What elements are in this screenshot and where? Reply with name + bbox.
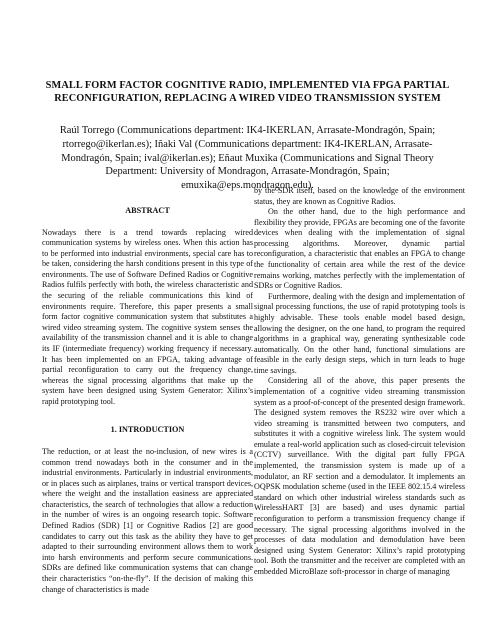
abstract-heading: ABSTRACT: [125, 206, 170, 215]
body-paragraph-continued: by the SDR itself, based on the knowledge of the environment status, they are known as Cognitive Radios.: [254, 186, 465, 206]
abstract-text: Nowadays there is a trend towards replacing wired communication systems by wireless ones. When this action has to be performed into industrial environments, special care has to be taken, considering the harsh conditions present in this type of environments. The use of Software Defined Radios or Cognitive Radios fulfils perfectly with both, the wireless characteristic and the securing of the reliable communications this kind of environments require. Therefore, this paper presents a small form factor cognitive communication system that substitutes a wired video streaming system. The cognitive system senses the availability of the transmission channel and it is able to change its IF (intermediate frequency) working frequency if necessary. It has been implemented on an FPGA, taking advantage of partial reconfiguration to carry out the frequency change, whereas the signal processing algorithms that make up the system have been designed using System Generator: Xilinx’s rapid prototyping tool.: [42, 227, 253, 406]
paper-title: SMALL FORM FACTOR COGNITIVE RADIO, IMPLEMENTED VIA FPGA PARTIAL RECONFIGURATION, REPLACING A WIRED VIDEO TRANSMISSION SYSTEM: [45, 80, 450, 104]
body-paragraph-prototyping: Furthermore, dealing with the design and implementation of signal processing functions, the use of rapid prototyping tools is highly advisable. These tools enable model based design, allowing the designer, on the one hand, to program the required algorithms in a graphical way, generating synthesizable code automatically. On the other hand, functional simulations are feasible in the early design steps, which in turn leads to huge time savings.: [254, 291, 465, 375]
author-affiliations: Raúl Torrego (Communications department: IK4-IKERLAN, Arrasate-Mondragón, Spain; rtorrego@ikerlan.es); Iñaki Val (Communications department: IK4-IKERLAN, Arrasate-Mondragón, Spain; ival@ikerlan.es); Eñaut Muxika (Communications and Signal Theory Department: University of Mondragon, Arrasate-Mondragón, Spain; emuxika@eps.mondragon.edu).: [59, 125, 436, 192]
body-paragraph-system: Considering all of the above, this paper presents the implementation of a cognitive video streaming transmission system as a proof-of-concept of the presented design framework. The designed system removes the RS232 wire over which a video streaming is transmitted between two computers, and substitutes it with a cognitive wireless link. The system would emulate a real-world application such as closed-circuit television (CCTV) surveillance. With the digital part fully FPGA implemented, the transmission system is made up of a modulator, an RF section and a demodulator. It implements an OQPSK modulation scheme (used in the IEEE 802.15.4 wireless standard on which other industrial wireless standards such as WirelessHART [3] are based) and uses dynamic partial reconfiguration to perform a transmission frequency change if necessary. The signal processing algorithms involved in the processes of data modulation and demodulation have been designed using System Generator: Xilinx’s rapid prototyping tool. Both the transmitter and the receiver are completed with an embedded MicroBlaze soft-processor in charge of managing: [254, 376, 465, 576]
introduction-paragraph: The reduction, or at least the no-inclusion, of new wires is a common trend nowadays both in the consumer and in the industrial environments. Particularly in industrial environments, or in places such as airplanes, trains or vertical transport devices, where the weight and the installation easiness are appreciated characteristics, the search of technologies that allow a reduction in the number of wires is an ongoing research topic. Software Defined Radios (SDR) [1] or Cognitive Radios [2] are good candidates to carry out this task as the ability they have to get adapted to their surrounding environment allows them to work into harsh environments and perform secure communications. SDRs are defined like communication systems that can change their characteristics “on-the-fly”. If the decision of making this change of characteristics is made: [42, 446, 253, 594]
right-column: [254, 186, 465, 577]
introduction-heading: 1. INTRODUCTION: [110, 425, 185, 435]
left-column: [42, 186, 253, 595]
body-paragraph-fpga: On the other hand, due to the high performance and flexibility they provide, FPGAs are becoming one of the favorite devices when dealing with the implementation of signal processing algorithms. Moreover, dynamic partial reconfiguration, a characteristic that enables an FPGA to change the functionality of certain area while the rest of the device remains working, matches perfectly with the implementation of SDRs or Cognitive Radios.: [254, 207, 465, 291]
